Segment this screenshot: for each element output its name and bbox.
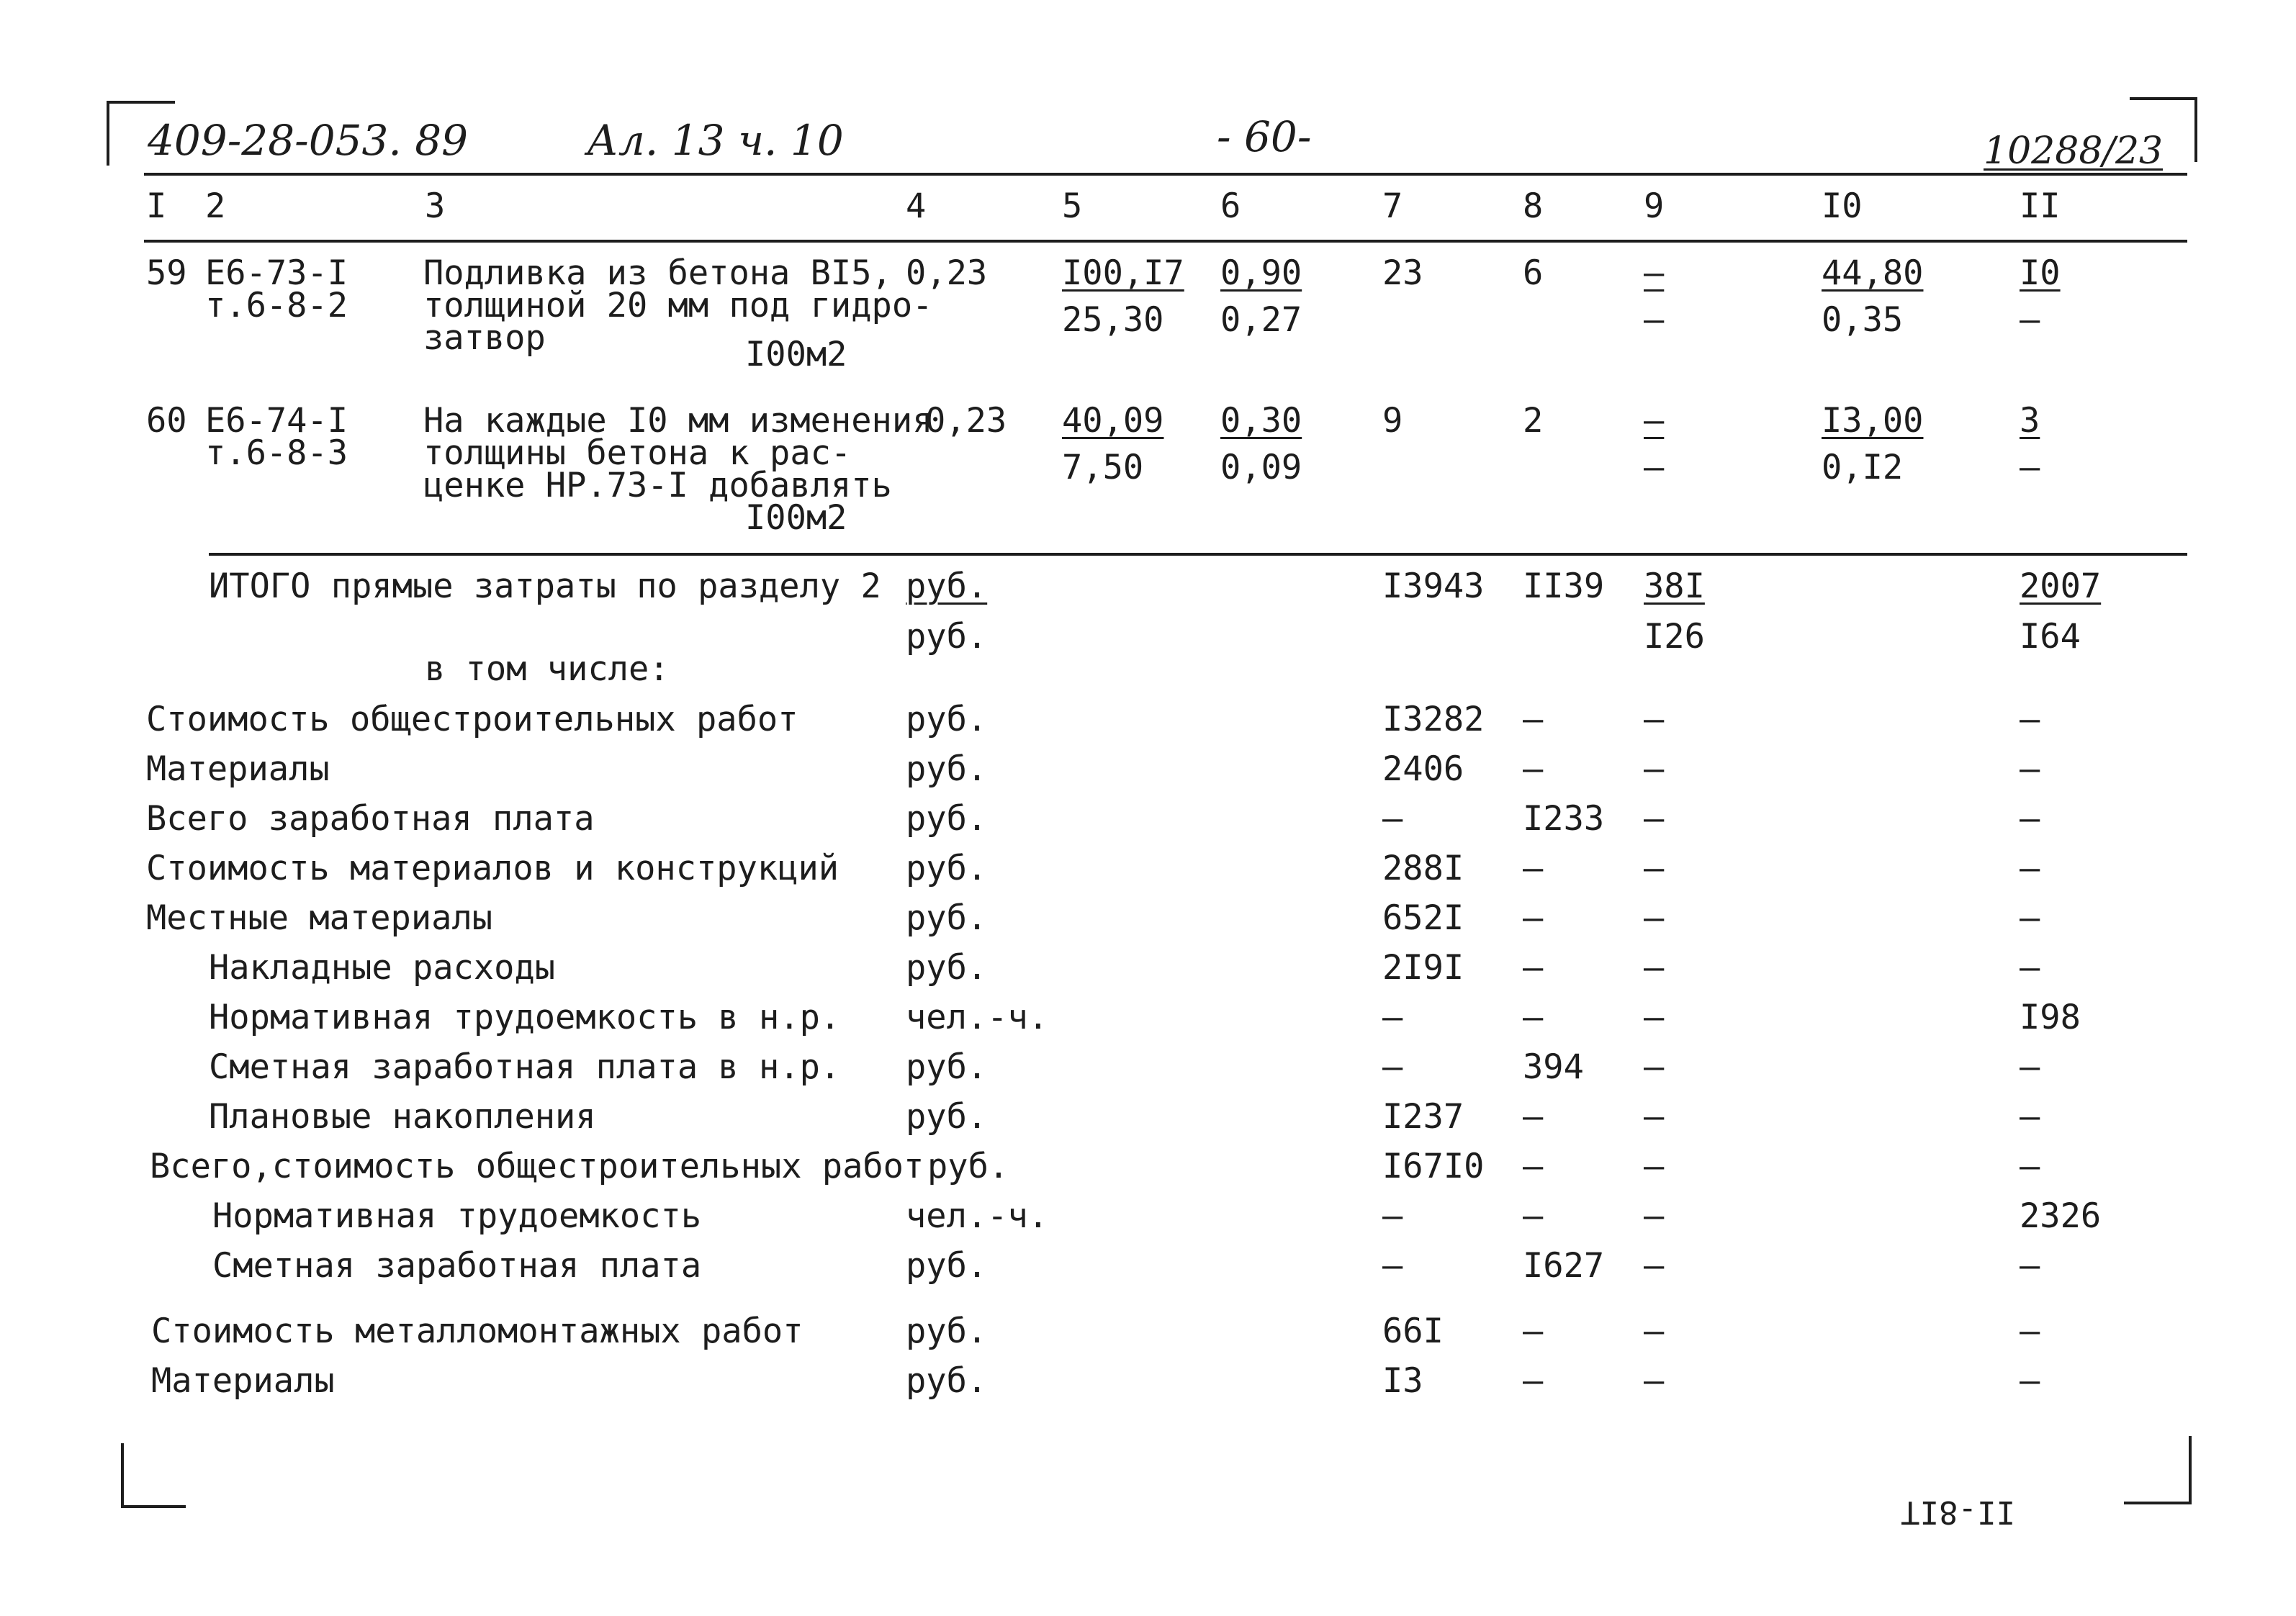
summary-col11: –	[2020, 1312, 2040, 1351]
table-row-desc-line: толщиной 20 мм под гидро-	[423, 286, 933, 325]
summary-col8: I627	[1523, 1246, 1605, 1286]
table-cell-col11-bottom: –	[2020, 300, 2040, 340]
summary-label: Нормативная трудоемкость	[212, 1196, 702, 1236]
summary-label: Накладные расходы	[209, 948, 556, 988]
summary-unit: руб.	[906, 799, 988, 839]
col-header-2: 2	[205, 186, 226, 226]
summary-unit: чел.-ч.	[906, 998, 1049, 1037]
table-row-qty: 0,23	[906, 253, 988, 293]
table-row-qty: 0,23	[925, 401, 1007, 441]
summary-col7: –	[1382, 1196, 1403, 1236]
summary-col7: 2I9I	[1382, 948, 1464, 988]
summary-unit: руб.	[906, 849, 988, 888]
table-cell-col8: 2	[1523, 401, 1544, 441]
summary-col11: –	[2020, 1246, 2040, 1286]
album-reference: Ал. 13 ч. 10	[587, 116, 844, 165]
table-row-number: 59	[146, 253, 187, 293]
col-header-5: 5	[1062, 186, 1083, 226]
summary-unit: руб.	[906, 1047, 988, 1087]
table-row-code-ref: т.6-8-3	[205, 433, 348, 473]
summary-col9: –	[1644, 1147, 1665, 1186]
summary-col11: –	[2020, 799, 2040, 839]
summary-col9: –	[1644, 1196, 1665, 1236]
summary-col11: –	[2020, 948, 2040, 988]
summary-col8: I233	[1523, 799, 1605, 839]
summary-unit: руб.	[906, 1361, 988, 1401]
summary-col9: –	[1644, 1246, 1665, 1286]
summary-col11: –	[2020, 1361, 2040, 1401]
frame-corner-top-right	[2194, 97, 2197, 162]
table-row-unit: I00м2	[745, 335, 847, 374]
summary-unit: руб.	[906, 700, 988, 739]
summary-col7: –	[1382, 1047, 1403, 1087]
summary-col7: 652I	[1382, 898, 1464, 938]
table-row-code: Е6-73-I	[205, 253, 348, 293]
summary-col11: I98	[2020, 998, 2081, 1037]
summary-col9: –	[1644, 948, 1665, 988]
summary-col9: –	[1644, 700, 1665, 739]
summary-col8: –	[1523, 998, 1544, 1037]
frame-corner-top-left	[107, 101, 109, 166]
table-row-desc-line: затвор	[423, 318, 546, 358]
header-top-rule	[144, 173, 2187, 176]
summary-col8: –	[1523, 1312, 1544, 1351]
table-cell-col7: 9	[1382, 401, 1403, 441]
summary-label: Сметная заработная плата	[212, 1246, 702, 1286]
summary-col7: –	[1382, 799, 1403, 839]
summary-col7: I3282	[1382, 700, 1485, 739]
page-number: - 60-	[1217, 112, 1312, 161]
summary-col8: –	[1523, 1097, 1544, 1137]
summary-col9: –	[1644, 1097, 1665, 1137]
total-unit: руб.	[906, 566, 988, 606]
col-header-4: 4	[906, 186, 927, 226]
summary-label: Материалы	[146, 749, 330, 789]
total-col8: II39	[1523, 566, 1605, 606]
table-cell-col9-top: –	[1644, 401, 1665, 441]
frame-corner-bottom-right-h	[2124, 1502, 2192, 1504]
summary-col7: 288I	[1382, 849, 1464, 888]
summary-col8: –	[1523, 898, 1544, 938]
summary-col9: –	[1644, 898, 1665, 938]
summary-label: Стоимость общестроительных работ	[146, 700, 798, 739]
summary-col11: –	[2020, 898, 2040, 938]
table-cell-col5-bottom: 7,50	[1062, 448, 1144, 487]
total-label: ИТОГО прямые затраты по разделу 2	[209, 566, 881, 606]
summary-col7: 66I	[1382, 1312, 1444, 1351]
summary-unit: руб.	[906, 1312, 988, 1351]
col-header-1: I	[146, 186, 167, 226]
total-unit-second: руб.	[906, 617, 988, 656]
summary-label: Стоимость металломонтажных работ	[151, 1312, 803, 1351]
frame-corner-top-left-h	[107, 101, 175, 104]
summary-col11: –	[2020, 1047, 2040, 1087]
table-cell-col9-top: –	[1644, 253, 1665, 293]
summary-col9: –	[1644, 849, 1665, 888]
table-cell-col6-bottom: 0,09	[1220, 448, 1302, 487]
col-header-6: 6	[1220, 186, 1241, 226]
summary-col8: –	[1523, 700, 1544, 739]
total-col9-bottom: I26	[1644, 617, 1705, 656]
summary-unit: руб.	[906, 898, 988, 938]
summary-label: Всего,стоимость общестроительных работ	[150, 1147, 924, 1186]
summary-col7: I3	[1382, 1361, 1423, 1401]
summary-col7: –	[1382, 998, 1403, 1037]
summary-col8: –	[1523, 749, 1544, 789]
summary-col8: –	[1523, 1147, 1544, 1186]
summary-label: Стоимость материалов и конструкций	[146, 849, 839, 888]
table-cell-col10-top: 44,80	[1822, 253, 1924, 293]
sheet-reference: 10288/23	[1984, 130, 2164, 173]
table-row-desc-line: ценке НР.73-I добавлять	[423, 466, 892, 505]
table-row-desc-line: Подливка из бетона BI5,	[423, 253, 892, 293]
summary-label: Материалы	[151, 1361, 335, 1401]
summary-col11: –	[2020, 749, 2040, 789]
frame-corner-bottom-left-h	[121, 1505, 186, 1508]
col-header-10: I0	[1822, 186, 1863, 226]
table-cell-col5-top: I00,I7	[1062, 253, 1184, 293]
summary-col9: –	[1644, 1312, 1665, 1351]
summary-col8: –	[1523, 1361, 1544, 1401]
total-col11-bottom: I64	[2020, 617, 2081, 656]
table-cell-col10-bottom: 0,I2	[1822, 448, 1904, 487]
table-cell-col5-bottom: 25,30	[1062, 300, 1164, 340]
table-cell-col11-bottom: –	[2020, 448, 2040, 487]
summary-col11: 2326	[2020, 1196, 2102, 1236]
summary-label: Сметная заработная плата в н.р.	[209, 1047, 841, 1087]
table-row-desc-line: толщины бетона к рас-	[423, 433, 852, 473]
table-cell-col8: 6	[1523, 253, 1544, 293]
col-header-3: 3	[425, 186, 446, 226]
summary-col8: 394	[1523, 1047, 1584, 1087]
frame-corner-bottom-right	[2189, 1436, 2192, 1504]
summary-unit: руб.	[927, 1147, 1009, 1186]
table-row-number: 60	[146, 401, 187, 441]
table-cell-col7: 23	[1382, 253, 1423, 293]
table-row-unit: I00м2	[745, 498, 847, 538]
table-cell-col10-bottom: 0,35	[1822, 300, 1904, 340]
summary-unit: руб.	[906, 1097, 988, 1137]
col-header-8: 8	[1523, 186, 1544, 226]
table-cell-col10-top: I3,00	[1822, 401, 1924, 441]
summary-col11: –	[2020, 700, 2040, 739]
table-cell-col6-top: 0,90	[1220, 253, 1302, 293]
table-cell-col6-top: 0,30	[1220, 401, 1302, 441]
summary-col8: –	[1523, 948, 1544, 988]
summary-unit: чел.-ч.	[906, 1196, 1049, 1236]
table-row-code-ref: т.6-8-2	[205, 286, 348, 325]
frame-corner-top-right-h	[2130, 97, 2197, 100]
summary-col11: –	[2020, 849, 2040, 888]
table-cell-col11-top: 3	[2020, 401, 2040, 441]
total-col7: I3943	[1382, 566, 1485, 606]
table-cell-col9-bottom: –	[1644, 300, 1665, 340]
summary-col7: I67I0	[1382, 1147, 1485, 1186]
table-cell-col5-top: 40,09	[1062, 401, 1164, 441]
total-col9-top: 38I	[1644, 566, 1705, 606]
summary-col8: –	[1523, 849, 1544, 888]
summary-col11: –	[2020, 1147, 2040, 1186]
total-col11-top: 2007	[2020, 566, 2102, 606]
col-header-7: 7	[1382, 186, 1403, 226]
table-row-desc-line: На каждые I0 мм изменения	[423, 401, 933, 441]
summary-col8: –	[1523, 1196, 1544, 1236]
summary-col9: –	[1644, 998, 1665, 1037]
header-bottom-rule	[144, 240, 2187, 243]
summary-col7: 2406	[1382, 749, 1464, 789]
summary-col11: –	[2020, 1097, 2040, 1137]
col-header-11: II	[2020, 186, 2061, 226]
summary-label: Нормативная трудоемкость в н.р.	[209, 998, 841, 1037]
table-cell-col9-bottom: –	[1644, 448, 1665, 487]
summary-unit: руб.	[906, 1246, 988, 1286]
col-header-9: 9	[1644, 186, 1665, 226]
summary-col7: I237	[1382, 1097, 1464, 1137]
summary-unit: руб.	[906, 749, 988, 789]
table-cell-col6-bottom: 0,27	[1220, 300, 1302, 340]
summary-label: Всего заработная плата	[146, 799, 595, 839]
summary-col7: –	[1382, 1246, 1403, 1286]
document-code: 409-28-053. 89	[148, 116, 469, 165]
summary-col9: –	[1644, 749, 1665, 789]
table-cell-col11-top: I0	[2020, 253, 2061, 293]
summary-col9: –	[1644, 1047, 1665, 1087]
summary-label: Плановые накопления	[209, 1097, 596, 1137]
summary-unit: руб.	[906, 948, 988, 988]
summary-col9: –	[1644, 799, 1665, 839]
summary-col9: –	[1644, 1361, 1665, 1401]
table-row-code: Е6-74-I	[205, 401, 348, 441]
including-label: в том числе:	[425, 649, 670, 689]
footer-sheet-mark: II-8IT	[1901, 1494, 2015, 1530]
frame-corner-bottom-left	[121, 1443, 124, 1508]
summary-label: Местные материалы	[146, 898, 493, 938]
total-rule	[209, 553, 2187, 556]
